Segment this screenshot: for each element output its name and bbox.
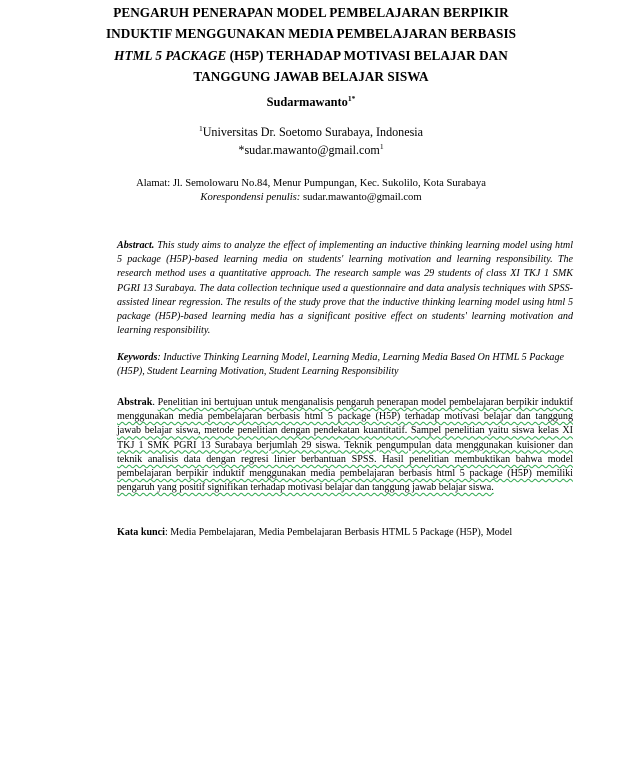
abstrak-separator: . [152, 397, 158, 408]
author-email: *sudar.mawanto@gmail.com [238, 143, 380, 157]
abstract-label: Abstract. [117, 240, 155, 251]
correspondence-email: sudar.mawanto@gmail.com [302, 192, 422, 203]
title-italic-term: HTML 5 PACKAGE [114, 47, 227, 63]
title-part-1: PENGARUH PENERAPAN MODEL PEMBELAJARAN BERPIKIR INDUKTIF MENGGUNAKAN MEDIA PEMBELAJARAN BERBASIS [105, 5, 517, 42]
kata-kunci-line [117, 526, 573, 537]
correspondence-label: Korespondensi penulis: [200, 192, 301, 203]
author-mark: 1* [347, 94, 356, 103]
email-sup: 1 [379, 142, 384, 151]
kata-kunci-text: : Media Pembelajaran, Media Pembelajaran Berbasis HTML 5 Package (H5P), Model [164, 527, 513, 537]
title-part-2: (H5P) TERHADAP MOTIVASI BELAJAR DAN TANGGUNG JAWAB BELAJAR SISWA [193, 47, 508, 85]
affiliation-institution: Universitas Dr. Soetomo Surabaya, Indonesia [202, 125, 424, 139]
affiliation-line [0, 125, 622, 140]
keywords-text: : Inductive Thinking Learning Model, Learning Media, Learning Media Based On HTML 5 Package (H5P), Student Learning Motivation, Student Learning Responsibility [117, 352, 564, 378]
abstrak-label: Abstrak [117, 397, 153, 408]
paper-title [100, 2, 522, 88]
abstrak-text: Penelitian ini bertujuan untuk menganalisis pengaruh penerapan model pembelajaran berpikir induktif menggunakan media pembelajaran berbasis html 5 package (H5P) terhadap motivasi belajar dan tanggung jawab belajar siswa, metode penelitian dengan pendekatan kuantitatif. Sampel penelitian yaitu siswa kelas XI TKJ 1 SMK PGRI 13 Surabaya berjumlah 29 siswa. Teknik pengumpulan data menggunakan kuisioner dan teknik analisis data dengan regresi linier berbantuan SPSS. Hasil penelitian membuktikan bahwa model pembelajaran berpikir induktif menggunakan media pembelajaran berbasis html 5 package (H5P) memiliki pengaruh yang positif signifikan terhadap motivasi belajar dan tanggung jawab belajar siswa. [117, 397, 573, 494]
author-line [0, 95, 622, 110]
email-line [0, 143, 622, 158]
abstract-english [117, 239, 573, 338]
abstract-text: This study aims to analyze the effect of implementing an inductive thinking learning model using html 5 package (H5P)-based learning media on students' learning motivation and learning responsibility. The research method uses a quantitative approach. The research sample was 29 students of class XI TKJ 1 SMK PGRI 13 Surabaya. The data collection technique used a questionnaire and data analysis techniques with SPSS-assisted linear regression. The results of the study prove that the inductive thinking learning model using html 5 package (H5P)-based learning media has a significant positive effect on students' learning motivation and learning responsibility. [117, 240, 573, 337]
keywords-label: Keywords [117, 352, 158, 363]
abstract-indonesian [117, 396, 573, 495]
author-name: Sudarmawanto [266, 95, 348, 109]
keywords-english [117, 351, 573, 379]
correspondence-line [0, 192, 622, 203]
address-line: Alamat: Jl. Semolowaru No.84, Menur Pumpungan, Kec. Sukolilo, Kota Surabaya [136, 178, 486, 189]
affiliation-sup: 1 [198, 124, 203, 133]
kata-kunci-label: Kata kunci [117, 527, 165, 537]
